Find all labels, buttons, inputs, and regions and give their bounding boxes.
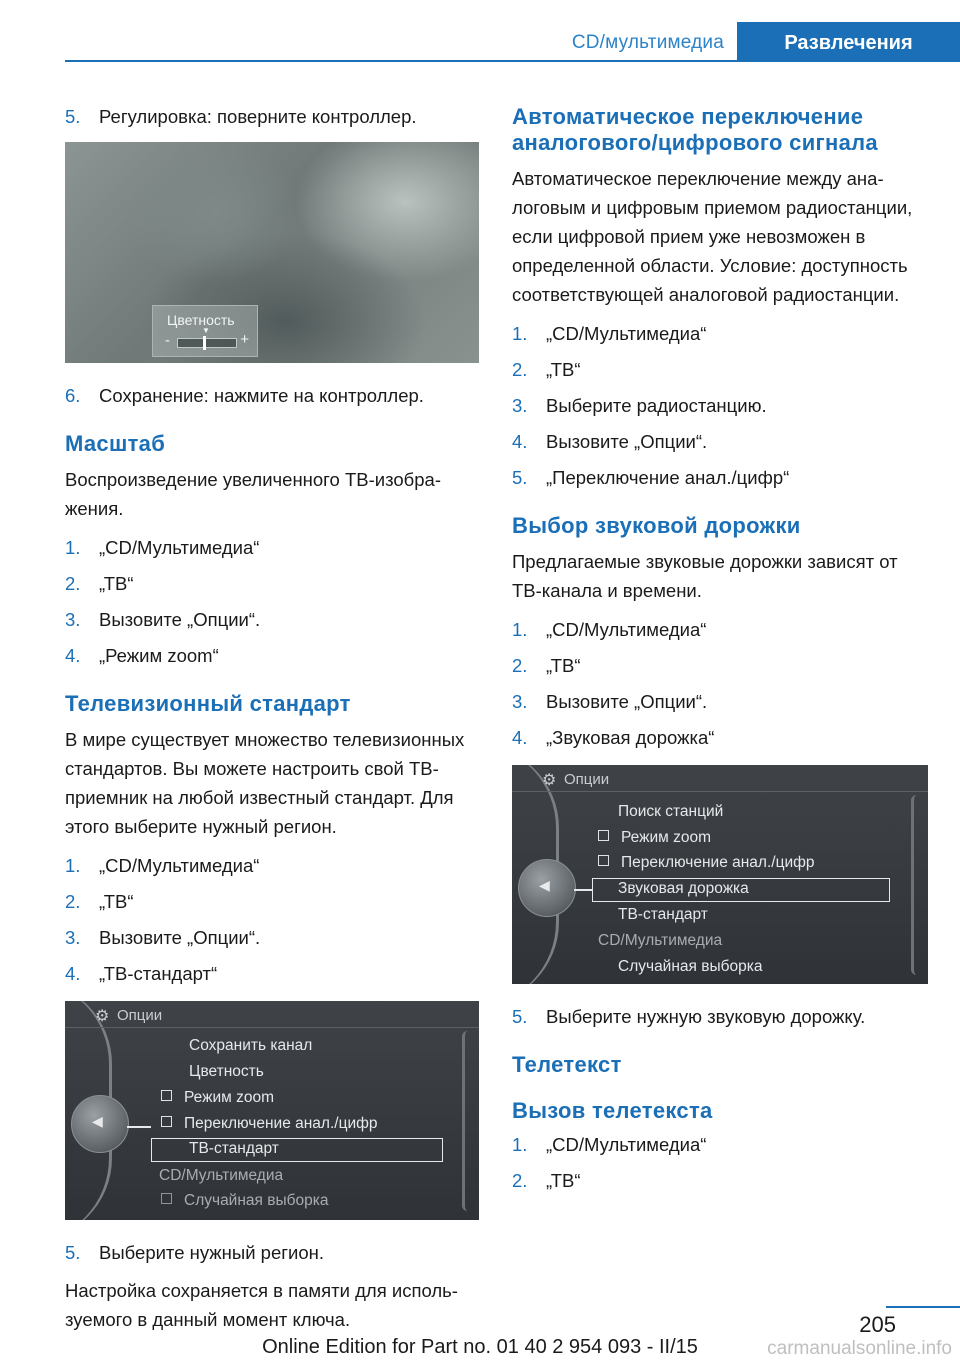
step-number: 4. (65, 645, 81, 666)
step-text: Выберите нужную звуковую дорожку. (546, 1006, 866, 1027)
step-number: 4. (65, 963, 81, 984)
step-number: 5. (65, 1242, 81, 1263)
header-chapter-tab: Развлечения (737, 22, 960, 62)
menu-item: Случайная выборка (618, 958, 763, 975)
step-text: Вызовите „Опции“. (99, 927, 261, 948)
step-number: 1. (512, 619, 528, 640)
options-icon: ⚙ (542, 772, 557, 789)
step-text: Вызовите „Опции“. (99, 609, 261, 630)
step-number: 1. (512, 1134, 528, 1155)
step-text: „ТВ“ (546, 1170, 581, 1191)
step-item (512, 617, 928, 643)
step-item (65, 571, 479, 597)
step-text: „CD/Мультимедиа“ (546, 619, 707, 640)
step-item (512, 1004, 928, 1030)
step-number: 5. (65, 106, 81, 127)
step-number: 1. (512, 323, 528, 344)
step-text: „CD/Мультимедиа“ (546, 1134, 707, 1155)
step-number: 2. (512, 359, 528, 380)
menu-divider (512, 791, 928, 792)
step-item (512, 1132, 928, 1158)
step-number: 3. (512, 691, 528, 712)
step-text: „CD/Мультимедиа“ (546, 323, 707, 344)
step-number: 1. (65, 537, 81, 558)
menu-item: Переключение анал./цифр (598, 854, 815, 872)
menu-item: Переключение анал./цифр (161, 1115, 378, 1133)
step-number: 4. (512, 431, 528, 452)
step-text: Вызовите „Опции“. (546, 691, 708, 712)
menu-item-selected: ТВ-стандарт (189, 1140, 279, 1157)
step-item (512, 689, 928, 715)
step-item (65, 643, 479, 669)
step-item (512, 1168, 928, 1194)
menu-item: ТВ-стандарт (618, 906, 708, 923)
step-number: 5. (512, 467, 528, 488)
step-text: „ТВ“ (99, 573, 134, 594)
step-text: „CD/Мультимедиа“ (99, 537, 260, 558)
section-intro: Воспроизведение увеличенного ТВ-изображения. (65, 469, 441, 519)
checkbox-icon (161, 1116, 172, 1127)
left-column (65, 104, 479, 1346)
step-item (65, 925, 479, 951)
step-number: 2. (512, 1170, 528, 1191)
section-title: Масштаб (65, 431, 166, 456)
step-number: 2. (512, 655, 528, 676)
step-item (512, 393, 928, 419)
selection-connector (574, 889, 592, 891)
menu-item-selected: Звуковая дорожка (618, 880, 749, 897)
step-text: „ТВ“ (546, 655, 581, 676)
menu-item: Сохранить канал (189, 1037, 313, 1054)
right-column (512, 104, 928, 1204)
section-intro: Предлагаемые звуковые дорожки зависят от ТВ-канала и времени. (512, 551, 898, 601)
controller-knob-icon: ◀ (518, 859, 576, 917)
section-outro: Настройка сохраняется в памяти для используемого в данный момент ключа. (65, 1280, 458, 1330)
step-item (65, 104, 479, 130)
menu-item: Режим zoom (598, 829, 711, 847)
selection-connector (127, 1126, 151, 1128)
step-text: „CD/Мультимедиа“ (99, 855, 260, 876)
step-text: Сохранение: нажмите на контроллер. (99, 385, 424, 406)
step-text: „Переключение анал./цифр“ (546, 467, 790, 488)
step-text: „Звуковая дорожка“ (546, 727, 715, 748)
options-icon: ⚙ (95, 1008, 110, 1025)
page-header (0, 0, 960, 62)
step-text: Выберите радиостанцию. (546, 395, 767, 416)
step-item (512, 357, 928, 383)
step-text: „ТВ-стандарт“ (99, 963, 218, 984)
step-item (65, 961, 479, 987)
step-item (512, 725, 928, 751)
step-text: „Режим zoom“ (99, 645, 219, 666)
step-item (65, 383, 479, 409)
checkbox-icon (161, 1193, 172, 1204)
menu-header: Опции (564, 771, 610, 788)
step-number: 3. (65, 609, 81, 630)
menu-item: Поиск станций (618, 803, 724, 820)
menu-item: Цветность (189, 1063, 264, 1080)
step-text: „ТВ“ (546, 359, 581, 380)
step-item (512, 465, 928, 491)
step-item (65, 607, 479, 633)
step-item (65, 535, 479, 561)
menu-scrollbar (462, 1031, 473, 1211)
step-item (65, 853, 479, 879)
menu-divider (65, 1027, 479, 1028)
step-number: 3. (512, 395, 528, 416)
menu-scrollbar (911, 795, 922, 975)
step-number: 2. (65, 891, 81, 912)
section-title: Телетекст (512, 1052, 622, 1077)
step-text: Вызовите „Опции“. (546, 431, 708, 452)
audio-track-options-screenshot (512, 765, 928, 984)
page-number: 205 (859, 1312, 896, 1337)
step-item (512, 321, 928, 347)
subsection-title: Вызов телетекста (512, 1098, 713, 1123)
slider-minus: - (165, 332, 170, 349)
step-number: 4. (512, 727, 528, 748)
section-title: Выбор звуковой дорожки (512, 513, 801, 538)
step-text: „ТВ“ (99, 891, 134, 912)
slider-knob (203, 336, 206, 350)
section-title: Телевизионный стандарт (65, 691, 351, 716)
footer-edition: Online Edition for Part no. 01 40 2 954 093 - II/15 (262, 1336, 698, 1358)
color-slider-overlay (152, 305, 258, 357)
menu-item: CD/Мультимедиа (598, 932, 723, 949)
step-number: 6. (65, 385, 81, 406)
header-rule (65, 60, 960, 62)
checkbox-icon (598, 830, 609, 841)
slider-label: Цветность (167, 312, 235, 328)
slider-track (177, 338, 237, 348)
step-item (512, 653, 928, 679)
slider-marker-icon: ▼ (202, 326, 210, 335)
step-item (65, 1240, 479, 1266)
controller-knob-icon: ◀ (71, 1095, 129, 1153)
step-number: 5. (512, 1006, 528, 1027)
header-section: CD/мультимедиа (571, 32, 724, 53)
section-intro: Автоматическое переключение между аналоговым и цифровым приемом радиостанции, если цифровой прием уже невозможен в определенной области. Условие: доступность соответствующей аналоговой радиостанции. (512, 168, 913, 305)
step-number: 3. (65, 927, 81, 948)
color-adjust-screenshot (65, 142, 479, 363)
menu-item: CD/Мультимедиа (159, 1167, 284, 1184)
slider-plus: + (240, 331, 249, 348)
watermark: carmanualsonline.info (767, 1338, 952, 1359)
section-intro: В мире существует множество телевизионных стандартов. Вы можете настроить свой ТВ-приемник на любой известный стандарт. Для этого выберите нужный регион. (65, 729, 465, 837)
step-number: 1. (65, 855, 81, 876)
menu-header: Опции (117, 1007, 163, 1024)
step-item (65, 889, 479, 915)
step-text: Выберите нужный регион. (99, 1242, 324, 1263)
step-item (512, 429, 928, 455)
menu-item: Режим zoom (161, 1089, 274, 1107)
menu-item: Случайная выборка (161, 1192, 328, 1210)
section-title: Автоматическое переключение аналогового/цифрового сигнала (512, 104, 878, 155)
footer-rule (886, 1306, 960, 1308)
checkbox-icon (598, 855, 609, 866)
tv-standard-options-screenshot (65, 1001, 479, 1220)
step-text: Регулировка: поверните контроллер. (99, 106, 417, 127)
step-number: 2. (65, 573, 81, 594)
checkbox-icon (161, 1090, 172, 1101)
